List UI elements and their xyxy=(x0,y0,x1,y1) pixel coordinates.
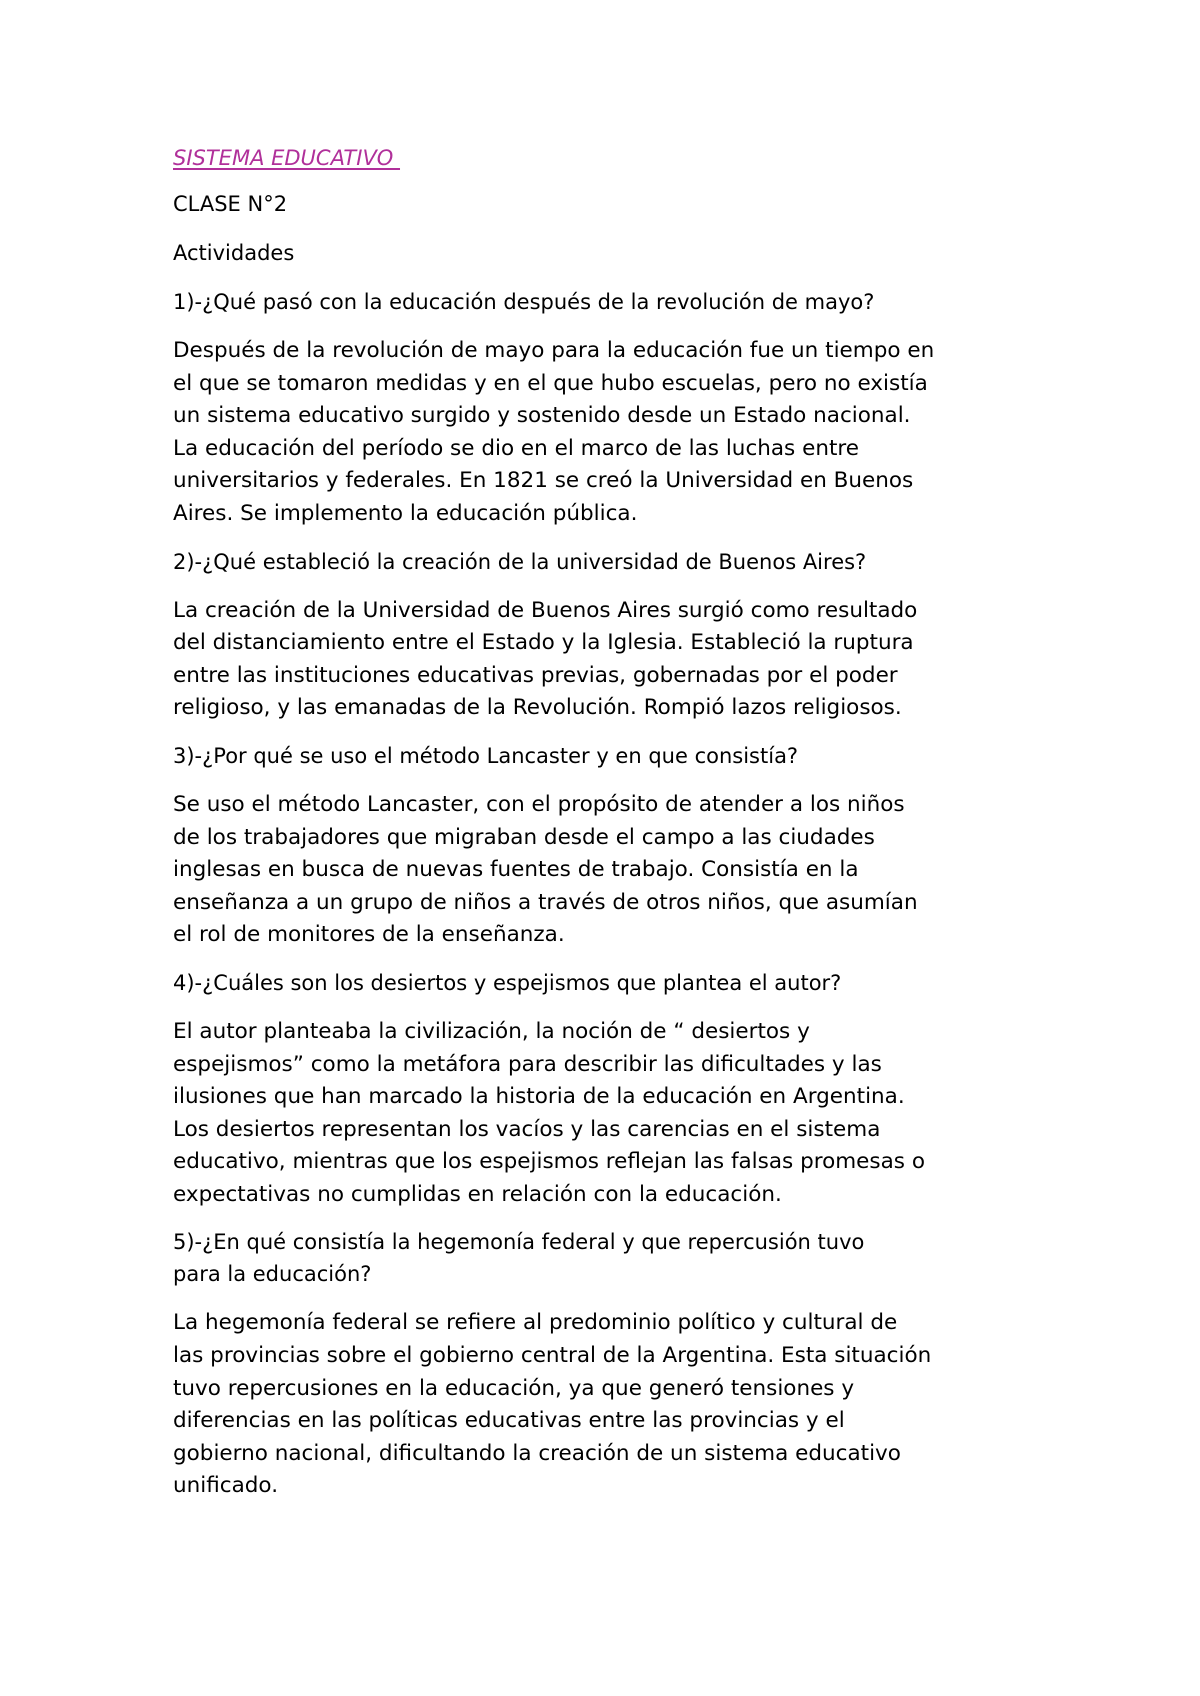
answer-line: La educación del período se dio en el marco de las luchas entre xyxy=(173,435,859,461)
answer-line: diferencias en las políticas educativas entre las provincias y el xyxy=(173,1408,845,1434)
answer-line: el que se tomaron medidas y en el que hubo escuelas, pero no existía xyxy=(173,370,928,396)
answer-3 xyxy=(173,789,1053,952)
question-1 xyxy=(173,286,1053,318)
answer-line: las provincias sobre el gobierno central de la Argentina. Esta situación xyxy=(173,1343,932,1369)
answer-line: inglesas en busca de nuevas fuentes de trabajo. Consistía en la xyxy=(173,857,859,883)
answer-line: ilusiones que han marcado la historia de la educación en Argentina. xyxy=(173,1084,905,1110)
question-line: 4)-¿Cuáles son los desiertos y espejismos que plantea el autor? xyxy=(173,970,842,995)
answer-4 xyxy=(173,1016,1053,1212)
answer-line: unificado. xyxy=(173,1473,279,1499)
answer-line: educativo, mientras que los espejismos reflejan las falsas promesas o xyxy=(173,1149,925,1175)
document-page xyxy=(173,142,1053,1518)
answer-line: de los trabajadores que migraban desde el campo a las ciudades xyxy=(173,824,875,850)
question-line: 5)-¿En qué consistía la hegemonía federal y que repercusión tuvo xyxy=(173,1230,865,1255)
answer-line: La hegemonía federal se refiere al predominio político y cultural de xyxy=(173,1310,898,1336)
answer-line: Se uso el método Lancaster, con el propósito de atender a los niños xyxy=(173,791,905,817)
answer-line: La creación de la Universidad de Buenos Aires surgió como resultado xyxy=(173,597,918,623)
question-line: 1)-¿Qué pasó con la educación después de la revolución de mayo? xyxy=(173,290,875,314)
answer-line: religioso, y las emanadas de la Revolución. Rompió lazos religiosos. xyxy=(173,695,902,721)
activities-label: Actividades xyxy=(173,241,295,265)
answer-line: gobierno nacional, dificultando la creación de un sistema educativo xyxy=(173,1440,901,1466)
answer-line: un sistema educativo surgido y sostenido desde un Estado nacional. xyxy=(173,403,911,429)
class-label: CLASE N°2 xyxy=(173,192,288,216)
answer-line: tuvo repercusiones en la educación, ya que generó tensiones y xyxy=(173,1375,855,1401)
answer-line: el rol de monitores de la enseñanza. xyxy=(173,922,565,948)
question-4 xyxy=(173,967,1053,999)
answer-line: del distanciamiento entre el Estado y la Iglesia. Estableció la ruptura xyxy=(173,630,914,656)
answer-line: Aires. Se implemento la educación pública. xyxy=(173,500,638,526)
answer-line: El autor planteaba la civilización, la noción de “ desiertos y xyxy=(173,1018,810,1044)
answer-2 xyxy=(173,595,1053,725)
answer-5 xyxy=(173,1307,1053,1503)
answer-line: enseñanza a un grupo de niños a través de otros niños, que asumían xyxy=(173,889,918,915)
document-title: SISTEMA EDUCATIVO xyxy=(173,146,401,170)
answer-line: Después de la revolución de mayo para la educación fue un tiempo en xyxy=(173,338,935,363)
answer-line: expectativas no cumplidas en relación con la educación. xyxy=(173,1181,782,1207)
question-line: para la educación? xyxy=(173,1262,372,1287)
answer-line: espejismos” como la metáfora para describir las dificultades y las xyxy=(173,1051,882,1077)
answer-line: Los desiertos representan los vacíos y las carencias en el sistema xyxy=(173,1116,881,1142)
sections-container xyxy=(173,286,1053,1503)
answer-line: entre las instituciones educativas previas, gobernadas por el poder xyxy=(173,662,898,688)
answer-1 xyxy=(173,335,1053,531)
question-2 xyxy=(173,546,1053,578)
question-line: 3)-¿Por qué se uso el método Lancaster y en que consistía? xyxy=(173,743,799,768)
answer-line: universitarios y federales. En 1821 se creó la Universidad en Buenos xyxy=(173,468,914,494)
question-line: 2)-¿Qué estableció la creación de la universidad de Buenos Aires? xyxy=(173,549,867,574)
question-3 xyxy=(173,740,1053,772)
question-5 xyxy=(173,1226,1053,1290)
